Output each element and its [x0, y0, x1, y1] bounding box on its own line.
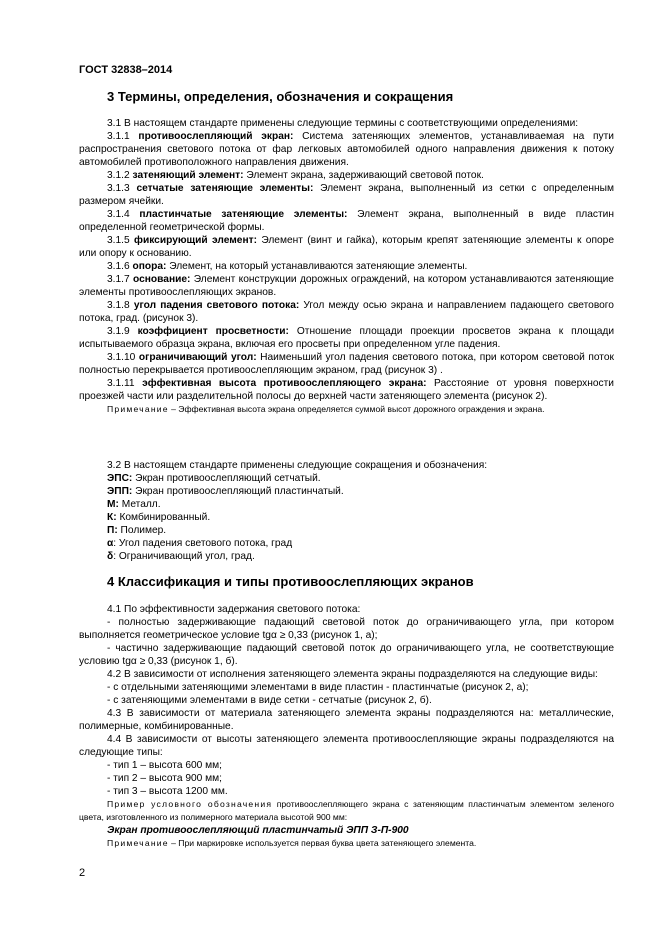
- term-definition: [79, 182, 614, 208]
- abbreviations-list: [79, 472, 614, 563]
- example-designation-text: Экран противоослепляющий пластинчатый ЭПП З-П-900: [107, 825, 409, 836]
- term-number: 3.1.7: [107, 274, 130, 285]
- abbreviation-code: ЭПС:: [107, 473, 133, 484]
- paragraph-4-2-b: - с затеняющими элементами в виде сетки - сетчатые (рисунок 2, б).: [107, 695, 432, 706]
- term-text: Элемент конструкции дорожных ограждений, на котором устанавливаются затеняющие элементы противоослепляющих экранов.: [79, 274, 614, 298]
- abbreviation-item: [79, 524, 614, 537]
- abbreviation-item: [79, 485, 614, 498]
- term-name: угол падения светового потока:: [133, 300, 300, 311]
- section-4-title: 4 Классификация и типы противоослепляющих экранов: [107, 574, 474, 589]
- paragraph-4-1: 4.1 По эффективности задержания светового потока:: [107, 604, 361, 615]
- type-1: - тип 1 – высота 600 мм;: [107, 760, 223, 771]
- note-text: – Эффективная высота экрана определяется суммой высот дорожного ограждения и экрана.: [168, 404, 545, 414]
- term-number: 3.1.8: [107, 300, 130, 311]
- abbreviation-item: [79, 537, 614, 550]
- abbreviation-text: Экран противоослепляющий сетчатый.: [132, 473, 321, 484]
- term-number: 3.1.11: [107, 378, 135, 389]
- term-name: фиксирующий элемент:: [134, 235, 257, 246]
- abbreviation-code: К:: [107, 512, 117, 523]
- paragraph-4-1-b: - частично задерживающие падающий световой поток до ограничивающего угла, не соответствующие условию tgα ≥ 0,33 (рисунок 1, б).: [79, 643, 614, 667]
- abbreviation-item: [79, 550, 614, 563]
- terms-list: [79, 130, 614, 403]
- term-definition: [79, 377, 614, 403]
- abbreviation-code: М:: [107, 499, 119, 510]
- paragraph-4-1-a: - полностью задерживающие падающий световой поток до ограничивающего угла, при котором выполняется геометрическое условие tgα ≥ 0,33 (рисунок 1, а);: [79, 617, 614, 641]
- paragraph-4-2-a: - с отдельными затеняющими элементами в виде пластин - пластинчатые (рисунок 2, а);: [107, 682, 529, 693]
- term-definition: [79, 234, 614, 260]
- type-2: - тип 2 – высота 900 мм;: [107, 773, 223, 784]
- example-label: Пример условного обозначения: [107, 799, 273, 809]
- note-label: Примечание: [107, 404, 169, 414]
- term-name: ограничивающий угол:: [138, 352, 257, 363]
- term-name: затеняющий элемент:: [132, 170, 244, 181]
- example-designation: [79, 824, 614, 837]
- term-number: 3.1.10: [107, 352, 136, 363]
- term-number: 3.1.6: [107, 261, 130, 272]
- term-definition: [79, 273, 614, 299]
- example-text: противоослепляющего экрана с затеняющим пластинчатым элементом зеленого цвета, изготовленного из полимерного материала высотой 900 мм:: [79, 799, 614, 822]
- page-number: 2: [79, 867, 86, 879]
- term-text: Элемент экрана, задерживающий световой поток.: [246, 170, 484, 181]
- abbreviation-item: [79, 498, 614, 511]
- term-text: Система затеняющих элементов, устанавливаемая на пути распространения светового потока от фар легковых автомобилей одного направления движения к потоку автомобилей противоположного направления движения.: [79, 131, 614, 168]
- term-text: Угол между осью экрана и направлением падающего светового потока, град. (рисунок 3).: [79, 300, 614, 324]
- term-name: опора:: [132, 261, 167, 272]
- paragraph-3-1: 3.1 В настоящем стандарте применены следующие термины с соответствующими определениями:: [107, 118, 579, 129]
- section-3-title: 3 Термины, определения, обозначения и сокращения: [107, 89, 454, 104]
- term-definition: [79, 325, 614, 351]
- paragraph-4-2: 4.2 В зависимости от исполнения затеняющего элемента экраны подразделяются на следующие виды:: [107, 669, 598, 680]
- abbreviation-text: : Ограничивающий угол, град.: [113, 551, 255, 562]
- abbreviation-text: : Угол падения светового потока, град: [113, 538, 293, 549]
- term-definition: [79, 169, 614, 182]
- section-3-2-body: [79, 459, 614, 563]
- example-paragraph: [79, 798, 614, 824]
- abbreviation-item: [79, 472, 614, 485]
- document-header: ГОСТ 32838–2014: [79, 64, 173, 76]
- term-name: сетчатые затеняющие элементы:: [136, 183, 314, 194]
- term-text: Расстояние от уровня поверхности проезжей части или разделительной полосы до верхней части затеняющего элемента (рисунок 2).: [79, 378, 614, 402]
- note2-text: – При маркировке используется первая буква цвета затеняющего элемента.: [168, 838, 477, 848]
- abbreviation-text: Металл.: [118, 499, 161, 510]
- abbreviation-text: Экран противоослепляющий пластинчатый.: [132, 486, 344, 497]
- term-name: противоослепляющий экран:: [138, 131, 294, 142]
- abbreviation-text: Комбинированный.: [116, 512, 211, 523]
- paragraph-4-4: 4.4 В зависимости от высоты затеняющего элемента противоослепляющие экраны подразделяются на следующие типы:: [79, 734, 614, 758]
- term-text: Элемент, на который устанавливаются затеняющие элементы.: [169, 261, 468, 272]
- term-number: 3.1.4: [107, 209, 130, 220]
- type-3: - тип 3 – высота 1200 мм.: [107, 786, 228, 797]
- term-number: 3.1.2: [107, 170, 130, 181]
- term-number: 3.1.9: [107, 326, 130, 337]
- term-text: Элемент (винт и гайка), которым крепят затеняющие элементы к опоре или опору к основанию.: [79, 235, 614, 259]
- section-4-body: [79, 603, 614, 850]
- note-effective-height: [79, 403, 614, 416]
- term-number: 3.1.1: [107, 131, 130, 142]
- abbreviation-code: П:: [107, 525, 118, 536]
- term-definition: [79, 260, 614, 273]
- term-text: Элемент экрана, выполненный из сетки с определенным размером ячейки.: [79, 183, 614, 207]
- term-definition: [79, 299, 614, 325]
- abbreviation-code: δ: [107, 551, 114, 562]
- paragraph-4-3: 4.3 В зависимости от материала затеняющего элемента экраны подразделяются на: металлические, полимерные, комбинированные.: [79, 708, 614, 732]
- term-name: коэффициент просветности:: [137, 326, 289, 337]
- paragraph-3-2: 3.2 В настоящем стандарте применены следующие сокращения и обозначения:: [107, 460, 488, 471]
- note-marking: [79, 837, 614, 850]
- abbreviation-text: Полимер.: [117, 525, 167, 536]
- term-name: основание:: [133, 274, 191, 285]
- section-3-body: [79, 117, 614, 416]
- term-number: 3.1.3: [107, 183, 130, 194]
- term-definition: [79, 351, 614, 377]
- term-number: 3.1.5: [107, 235, 130, 246]
- term-definition: [79, 208, 614, 234]
- abbreviation-item: [79, 511, 614, 524]
- term-text: Элемент экрана, выполненный в виде пластин определенной геометрической формы.: [79, 209, 614, 233]
- term-text: Отношение площади проекции просветов экрана к площади испытываемого образца экрана, включая его просветы при определенном угле падения.: [79, 326, 615, 350]
- term-text: Наименьший угол падения светового потока, при котором световой поток полностью перекрывается противоослепляющим экраном, град (рисунок 3) .: [79, 352, 614, 376]
- abbreviation-code: α: [107, 538, 114, 549]
- abbreviation-code: ЭПП:: [107, 486, 133, 497]
- term-name: эффективная высота противоослепляющего экрана:: [142, 378, 427, 389]
- term-definition: [79, 130, 614, 169]
- term-name: пластинчатые затеняющие элементы:: [139, 209, 348, 220]
- note2-label: Примечание: [107, 838, 169, 848]
